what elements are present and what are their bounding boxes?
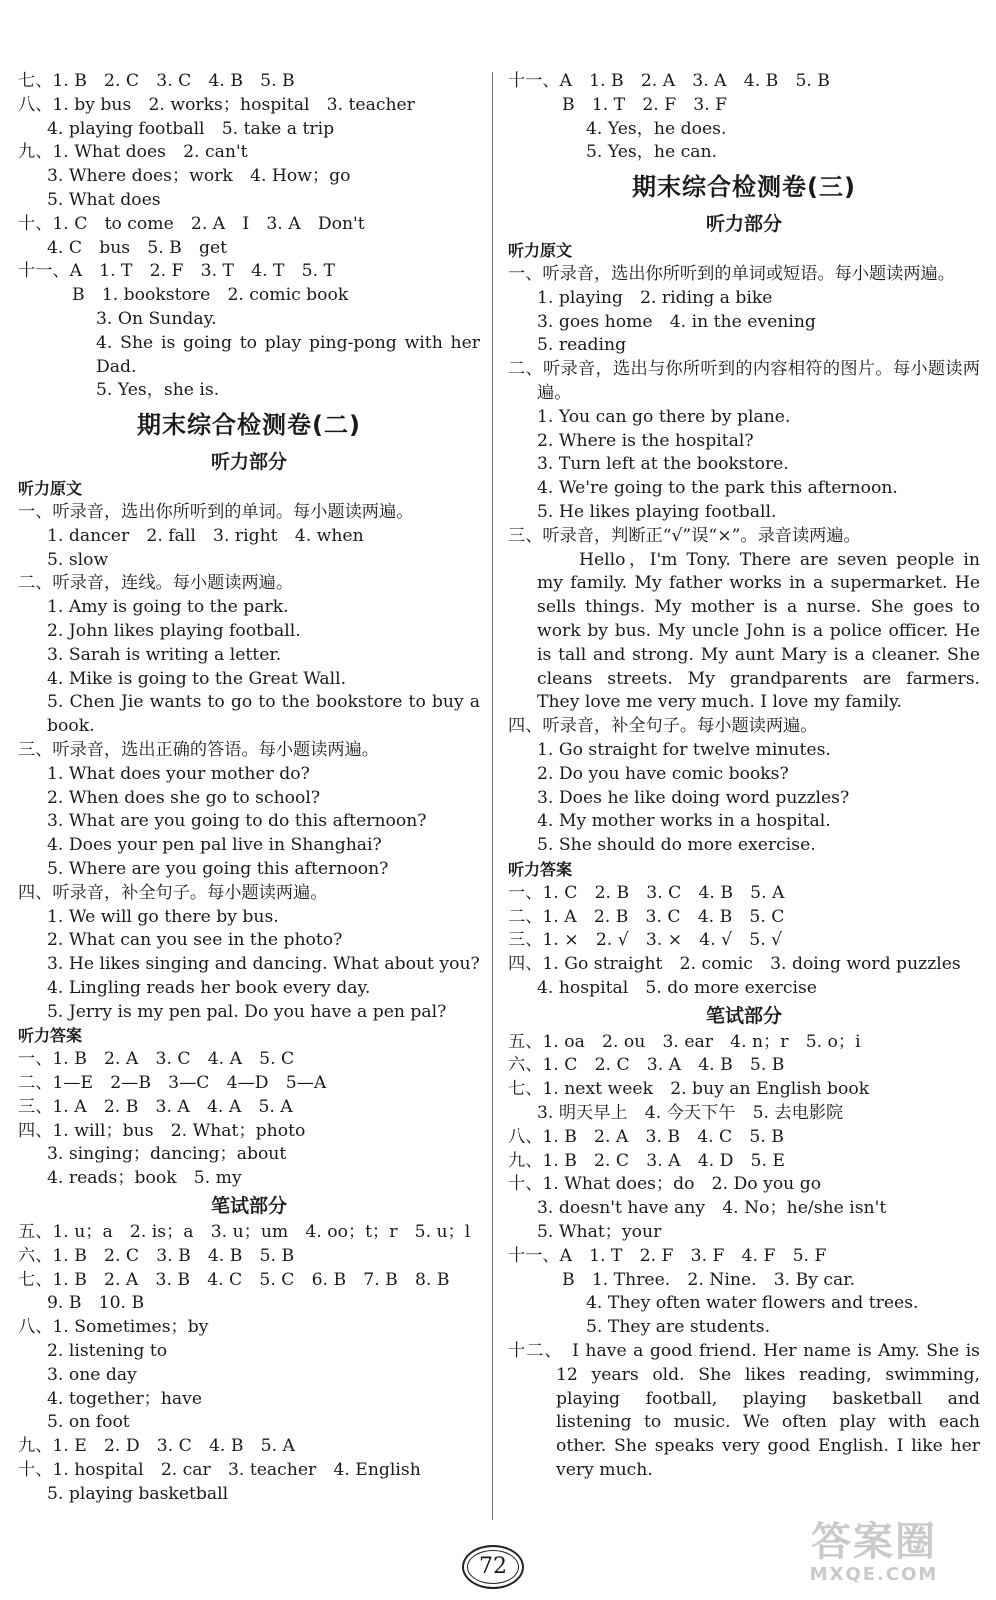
answer-line: 二、1. A 2. B 3. C 4. B 5. C <box>508 906 785 927</box>
answer-line: 3. 明天早上 4. 今天下午 5. 去电影院 <box>537 1103 844 1124</box>
right-column <box>508 70 980 1483</box>
answer-line: 1. Go straight for twelve minutes. <box>537 739 831 760</box>
answer-line: 2. Do you have comic books? <box>537 763 789 784</box>
answer-line: 二、听录音，选出与你所听到的内容相符的图片。每小题读两遍。 <box>508 359 980 403</box>
answer-line: 5. Yes，he can. <box>586 142 718 163</box>
answer-line: 八、1. by bus 2. works；hospital 3. teacher <box>18 94 415 115</box>
answer-line: 5. Yes，she is. <box>96 380 220 401</box>
section-label: 听力答案 <box>18 1026 83 1046</box>
answer-line: 5. Jerry is my pen pal. Do you have a pen pal? <box>47 1001 447 1022</box>
answer-line: 3. Where does；work 4. How；go <box>47 166 351 187</box>
section-title: 期末综合检测卷(三) <box>632 173 856 202</box>
answer-line: 六、1. B 2. C 3. B 4. B 5. B <box>18 1245 295 1266</box>
section-label: 听力答案 <box>508 859 573 879</box>
answer-line: 1. playing 2. riding a bike <box>537 287 773 308</box>
answer-line: 4. Lingling reads her book every day. <box>47 977 371 998</box>
answer-line: 4. C bus 5. B get <box>47 237 228 258</box>
answer-line: 3. Sarah is writing a letter. <box>47 644 282 665</box>
watermark-logo <box>774 1520 974 1592</box>
section-subtitle: 笔试部分 <box>705 1004 782 1027</box>
answer-line: 2. When does she go to school? <box>47 787 321 808</box>
answer-line: 一、1. B 2. A 3. C 4. A 5. C <box>18 1049 295 1070</box>
answer-line: 八、1. B 2. A 3. B 4. C 5. B <box>508 1126 784 1147</box>
answer-line: B 1. bookstore 2. comic book <box>72 285 349 306</box>
answer-line: 四、1. Go straight 2. comic 3. doing word puzzles <box>508 954 961 975</box>
answer-line: 4. Does your pen pal live in Shanghai? <box>47 835 382 856</box>
answer-line: 一、听录音，选出你所听到的单词或短语。每小题读两遍。 <box>508 263 955 284</box>
answer-line: 一、1. C 2. B 3. C 4. B 5. A <box>508 882 785 903</box>
answer-line: 4. Yes，he does. <box>586 118 727 139</box>
answer-line: 9. B 10. B <box>47 1293 145 1314</box>
page-number-text: 72 <box>479 1554 507 1579</box>
answer-line: 九、1. What does 2. can't <box>18 142 248 163</box>
answer-line: 3. singing；dancing；about <box>47 1144 287 1165</box>
answer-line: 4. They often water flowers and trees. <box>586 1293 919 1314</box>
answer-line: 2. What can you see in the photo? <box>47 930 343 951</box>
watermark-bottom-text: MXQE.COM <box>809 1564 939 1585</box>
column-divider <box>492 72 493 1520</box>
answer-line: 3. He likes singing and dancing. What about you? <box>47 954 480 975</box>
answer-line: 2. listening to <box>47 1341 168 1362</box>
section-title: 期末综合检测卷(二) <box>137 411 361 440</box>
answer-line: 5. Where are you going this afternoon? <box>47 858 389 879</box>
answer-line: B 1. Three. 2. Nine. 3. By car. <box>562 1269 856 1290</box>
answer-line: 三、1. × 2. √ 3. × 4. √ 5. √ <box>508 930 783 951</box>
answer-line: 1. Amy is going to the park. <box>47 597 289 618</box>
answer-line: 5. Chen Jie wants to go to the bookstore to buy a book. <box>47 692 480 737</box>
passage-paragraph: Hello，I'm Tony. There are seven people in my family. My father works in a supermarket. He sells things. My mother is a nurse. She goes to work by bus. My uncle John is a police officer. He is tall and strong. My aunt Mary is a cleaner. She cleans streets. My grandparents are farmers. They love me very much. I love my family. <box>537 549 980 713</box>
answer-line: 十一、A 1. T 2. F 3. T 4. T 5. T <box>18 261 336 282</box>
answer-line: 5. playing basketball <box>47 1483 229 1504</box>
section-subtitle: 听力部分 <box>705 213 782 236</box>
answer-line: 十一、A 1. B 2. A 3. A 4. B 5. B <box>508 71 830 91</box>
answer-line: 十一、A 1. T 2. F 3. F 4. F 5. F <box>508 1245 827 1266</box>
left-column <box>18 70 480 1507</box>
section-subtitle: 听力部分 <box>210 451 287 474</box>
answer-line: 5. on foot <box>47 1412 130 1433</box>
page-number <box>462 1545 524 1589</box>
answer-line: 5. reading <box>537 335 627 356</box>
answer-line: 二、听录音，连线。每小题读两遍。 <box>18 573 294 594</box>
answer-line: 1. What does your mother do? <box>47 763 310 784</box>
answer-line: 4. together；have <box>47 1388 203 1409</box>
watermark-top-text: 答案圈 <box>811 1519 937 1565</box>
section-subtitle: 笔试部分 <box>210 1195 287 1218</box>
answer-line: 2. John likes playing football. <box>47 620 301 641</box>
section-label: 听力原文 <box>508 241 573 261</box>
answer-line: 5. slow <box>47 549 109 570</box>
answer-line: 二、1—E 2—B 3—C 4—D 5—A <box>18 1073 327 1094</box>
answer-line: 七、1. next week 2. buy an English book <box>508 1079 870 1100</box>
answer-line: 3. Does he like doing word puzzles? <box>537 787 850 808</box>
answer-line: 4. She is going to play ping-pong with her Dad. <box>96 332 480 377</box>
answer-line: 一、听录音，选出你所听到的单词。每小题读两遍。 <box>18 501 414 522</box>
answer-line: 4. playing football 5. take a trip <box>47 118 335 139</box>
answer-line: 三、1. A 2. B 3. A 4. A 5. A <box>18 1096 293 1117</box>
passage-paragraph: 十二、 I have a good friend. Her name is Amy. She is 12 years old. She likes reading, swimming, playing football, playing basketball and listening to music. We often play with each other. She speaks very good English. I like her very much. <box>508 1341 980 1481</box>
answer-line: 十、1. C to come 2. A I 3. A Don't <box>18 213 365 234</box>
answer-line: 十、1. hospital 2. car 3. teacher 4. English <box>18 1460 421 1481</box>
answer-line: 5. He likes playing football. <box>537 501 777 522</box>
answer-line: 3. one day <box>47 1364 137 1385</box>
answer-line: 七、1. B 2. C 3. C 4. B 5. B <box>18 71 295 91</box>
answer-line: 九、1. E 2. D 3. C 4. B 5. A <box>18 1436 295 1457</box>
answer-line: 三、听录音，判断正“√”误“×”。录音读两遍。 <box>508 525 861 546</box>
answer-line: 四、听录音，补全句子。每小题读两遍。 <box>18 882 328 903</box>
answer-line: 1. We will go there by bus. <box>47 906 279 927</box>
answer-line: 五、1. u；a 2. is；a 3. u；um 4. oo；t；r 5. u；l <box>18 1222 471 1243</box>
answer-line: 四、听录音，补全句子。每小题读两遍。 <box>508 716 818 737</box>
answer-line: 3. On Sunday. <box>96 308 217 329</box>
answer-line: 4. Mike is going to the Great Wall. <box>47 668 347 689</box>
answer-line: 5. She should do more exercise. <box>537 835 816 856</box>
answer-line: 5. They are students. <box>586 1317 771 1338</box>
answer-line: 4. hospital 5. do more exercise <box>537 977 817 998</box>
answer-line: 七、1. B 2. A 3. B 4. C 5. C 6. B 7. B 8. B <box>18 1269 450 1290</box>
answer-line: 4. My mother works in a hospital. <box>537 811 831 832</box>
answer-line: 五、1. oa 2. ou 3. ear 4. n；r 5. o；i <box>508 1031 861 1052</box>
answer-line: 1. dancer 2. fall 3. right 4. when <box>47 525 364 546</box>
answer-line: 3. goes home 4. in the evening <box>537 311 816 332</box>
section-label: 听力原文 <box>18 479 83 499</box>
answer-line: 六、1. C 2. C 3. A 4. B 5. B <box>508 1055 785 1076</box>
answer-line: B 1. T 2. F 3. F <box>562 94 728 115</box>
answer-line: 4. We're going to the park this afternoon. <box>537 478 898 499</box>
answer-line: 3. What are you going to do this afternoon? <box>47 811 427 832</box>
answer-line: 4. reads；book 5. my <box>47 1168 242 1189</box>
answer-line: 四、1. will；bus 2. What；photo <box>18 1120 306 1141</box>
answer-line: 3. Turn left at the bookstore. <box>537 454 789 475</box>
answer-line: 1. You can go there by plane. <box>537 406 791 427</box>
answer-line: 八、1. Sometimes；by <box>18 1317 209 1338</box>
answer-line: 九、1. B 2. C 3. A 4. D 5. E <box>508 1150 785 1171</box>
answer-line: 5. What；your <box>537 1222 662 1243</box>
answer-line: 三、听录音，选出正确的答语。每小题读两遍。 <box>18 739 379 760</box>
answer-line: 5. What does <box>47 189 161 210</box>
answer-line: 2. Where is the hospital? <box>537 430 754 451</box>
answer-line: 十、1. What does；do 2. Do you go <box>508 1174 822 1195</box>
answer-line: 3. doesn't have any 4. No；he/she isn't <box>537 1198 887 1219</box>
